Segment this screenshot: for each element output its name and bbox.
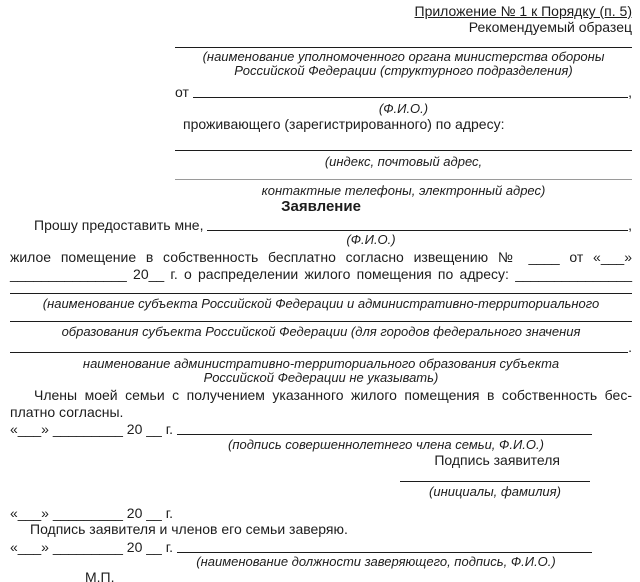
- certify-statement: Подпись заявителя и членов его семьи заверяю.: [30, 521, 348, 537]
- signature-blank-line: [177, 434, 592, 435]
- body-line-1: жилое помещение в собственность бесплатно согласно извещению № ____ от «___»: [10, 249, 632, 265]
- blank-line: [10, 321, 632, 322]
- applicant-sign-label: Подпись заявителя: [434, 452, 560, 468]
- blank-line: [175, 150, 632, 151]
- applicant-date-blank: «___» _________ 20 __ г.: [10, 505, 173, 521]
- from-label: от: [175, 84, 189, 100]
- org-name-caption-line2: Российской Федерации (структурного подразделения): [234, 63, 573, 78]
- blank-line-with-period: [10, 341, 632, 355]
- blank-line: [175, 47, 632, 48]
- address-caption-line1: (индекс, почтовый адрес,: [324, 154, 483, 169]
- recommended-sample-label: Рекомендуемый образец: [468, 19, 632, 35]
- request-comma: ,: [628, 217, 632, 233]
- region-caption-2: образования субъекта Российской Федерации (для городов федерального значения: [61, 324, 581, 339]
- appendix-title: Приложение № 1 к Порядку (п. 5): [414, 3, 632, 19]
- family-sign-date-row: [10, 421, 592, 437]
- blank-line: [175, 179, 632, 180]
- period: .: [628, 339, 632, 355]
- certifier-caption: (наименование должности заверяющего, подпись, Ф.И.О.): [196, 554, 556, 569]
- fio-caption: (Ф.И.О.): [378, 101, 429, 116]
- from-comma: ,: [628, 84, 632, 100]
- request-row: [10, 217, 632, 233]
- stamp-place-label: М.П.: [85, 569, 115, 582]
- request-lead: Прошу предоставить мне,: [34, 217, 204, 233]
- body-line-2: _______________ 20__ г. о распределении жилого помещения по адресу: _______________: [10, 266, 632, 282]
- region-caption-3: наименование административно-территориального образования субъекта: [82, 356, 560, 371]
- from-row: [175, 80, 632, 100]
- family-consent-line2: платно согласны.: [10, 404, 124, 420]
- residing-label: проживающего (зарегистрированного) по адресу:: [183, 116, 505, 132]
- initials-caption: (инициалы, фамилия): [429, 484, 561, 499]
- certifier-blank-line: [177, 552, 592, 553]
- fio-caption: (Ф.И.О.): [346, 232, 396, 247]
- date-blank: «___» _________ 20 __ г.: [10, 539, 173, 555]
- request-blank-line: [207, 230, 628, 231]
- date-blank: «___» _________ 20 __ г.: [10, 421, 173, 437]
- region-caption-1: (наименование субъекта Российской Федерации и административно-территориального: [42, 296, 600, 311]
- certifier-date-row: [10, 539, 592, 555]
- blank-line: [400, 481, 590, 482]
- blank-line: [10, 352, 628, 353]
- family-sign-caption: (подпись совершеннолетнего члена семьи, Ф.И.О.): [228, 437, 544, 452]
- family-consent-line1: Члены моей семьи с получением указанного жилого помещения в собственность бес-: [34, 387, 632, 403]
- addressee-block: [175, 47, 632, 198]
- address-caption-line2: контактные телефоны, электронный адрес): [261, 183, 546, 198]
- region-caption-4: Российской Федерации не указывать): [203, 370, 439, 385]
- statement-title: Заявление: [281, 198, 361, 215]
- from-blank-line: [193, 97, 628, 98]
- blank-line: [10, 293, 632, 294]
- org-name-caption-line1: (наименование уполномоченного органа министерства обороны: [202, 49, 605, 64]
